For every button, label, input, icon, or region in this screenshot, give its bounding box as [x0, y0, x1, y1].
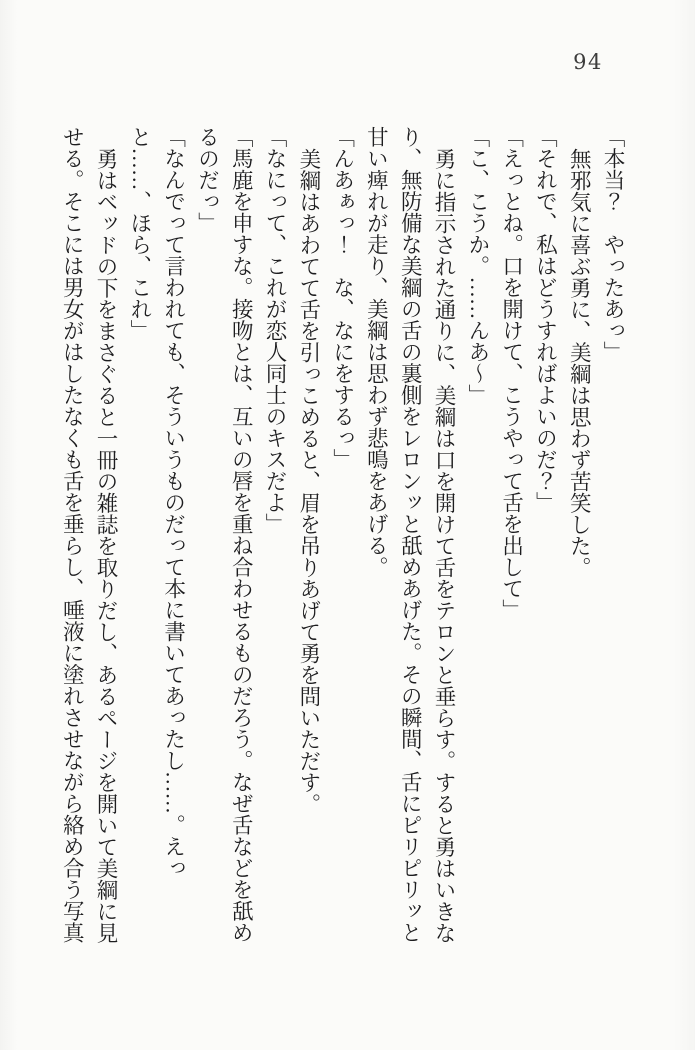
paragraph-narration: 無邪気に喜ぶ勇に、美綱は思わず苦笑した。: [567, 147, 592, 578]
paragraph-narration: 美綱はあわてて舌を引っこめると、眉を吊りあげて勇を問いただす。: [296, 147, 321, 814]
paragraph-dialogue: 「こ、こうか。……んあ～」: [465, 126, 490, 406]
paragraph-narration: 勇に指示された通りに、美綱は口を開けて舌をテロンと垂らす。すると勇はいきなり、無防備な美綱の舌の裏側をレロンッと舐めあげた。その瞬間、舌にピリピリッと甘い痺れが走り、美綱は思わず悲鳴をあげる。: [364, 126, 457, 943]
paragraph-narration: 勇はベッドの下をまさぐると一冊の雑誌を取りだし、あるページを開いて美綱に見せる。そこには男女がはしたなくも舌を垂らし、唾液に塗れさせながら絡め合う写真: [60, 126, 119, 943]
paragraph-dialogue: 「本当？ やったあっ」: [601, 126, 625, 363]
page-number: 94: [573, 50, 603, 74]
paragraph-dialogue: 「んあぁっ！ な、なにをするっ」: [330, 126, 355, 470]
vertical-text-block: [54, 126, 629, 944]
paragraph-dialogue: 「なんでって言われても、そういうものだって本に書いてあったし……。えっと……、ほら、これ」: [127, 126, 186, 879]
paragraph-dialogue: 「なにって、これが恋人同士のキスだよ」: [263, 126, 288, 535]
paragraph-dialogue: 「えっとね。口を開けて、こうやって舌を出して」: [499, 126, 524, 621]
paragraph-dialogue: 「馬鹿を申すな。接吻とは、互いの唇を重ね合わせるものだろう。なぜ舌などを舐めるのだっ」: [195, 126, 254, 943]
paragraph-dialogue: 「それで、私はどうすればよいのだ？」: [533, 126, 558, 513]
